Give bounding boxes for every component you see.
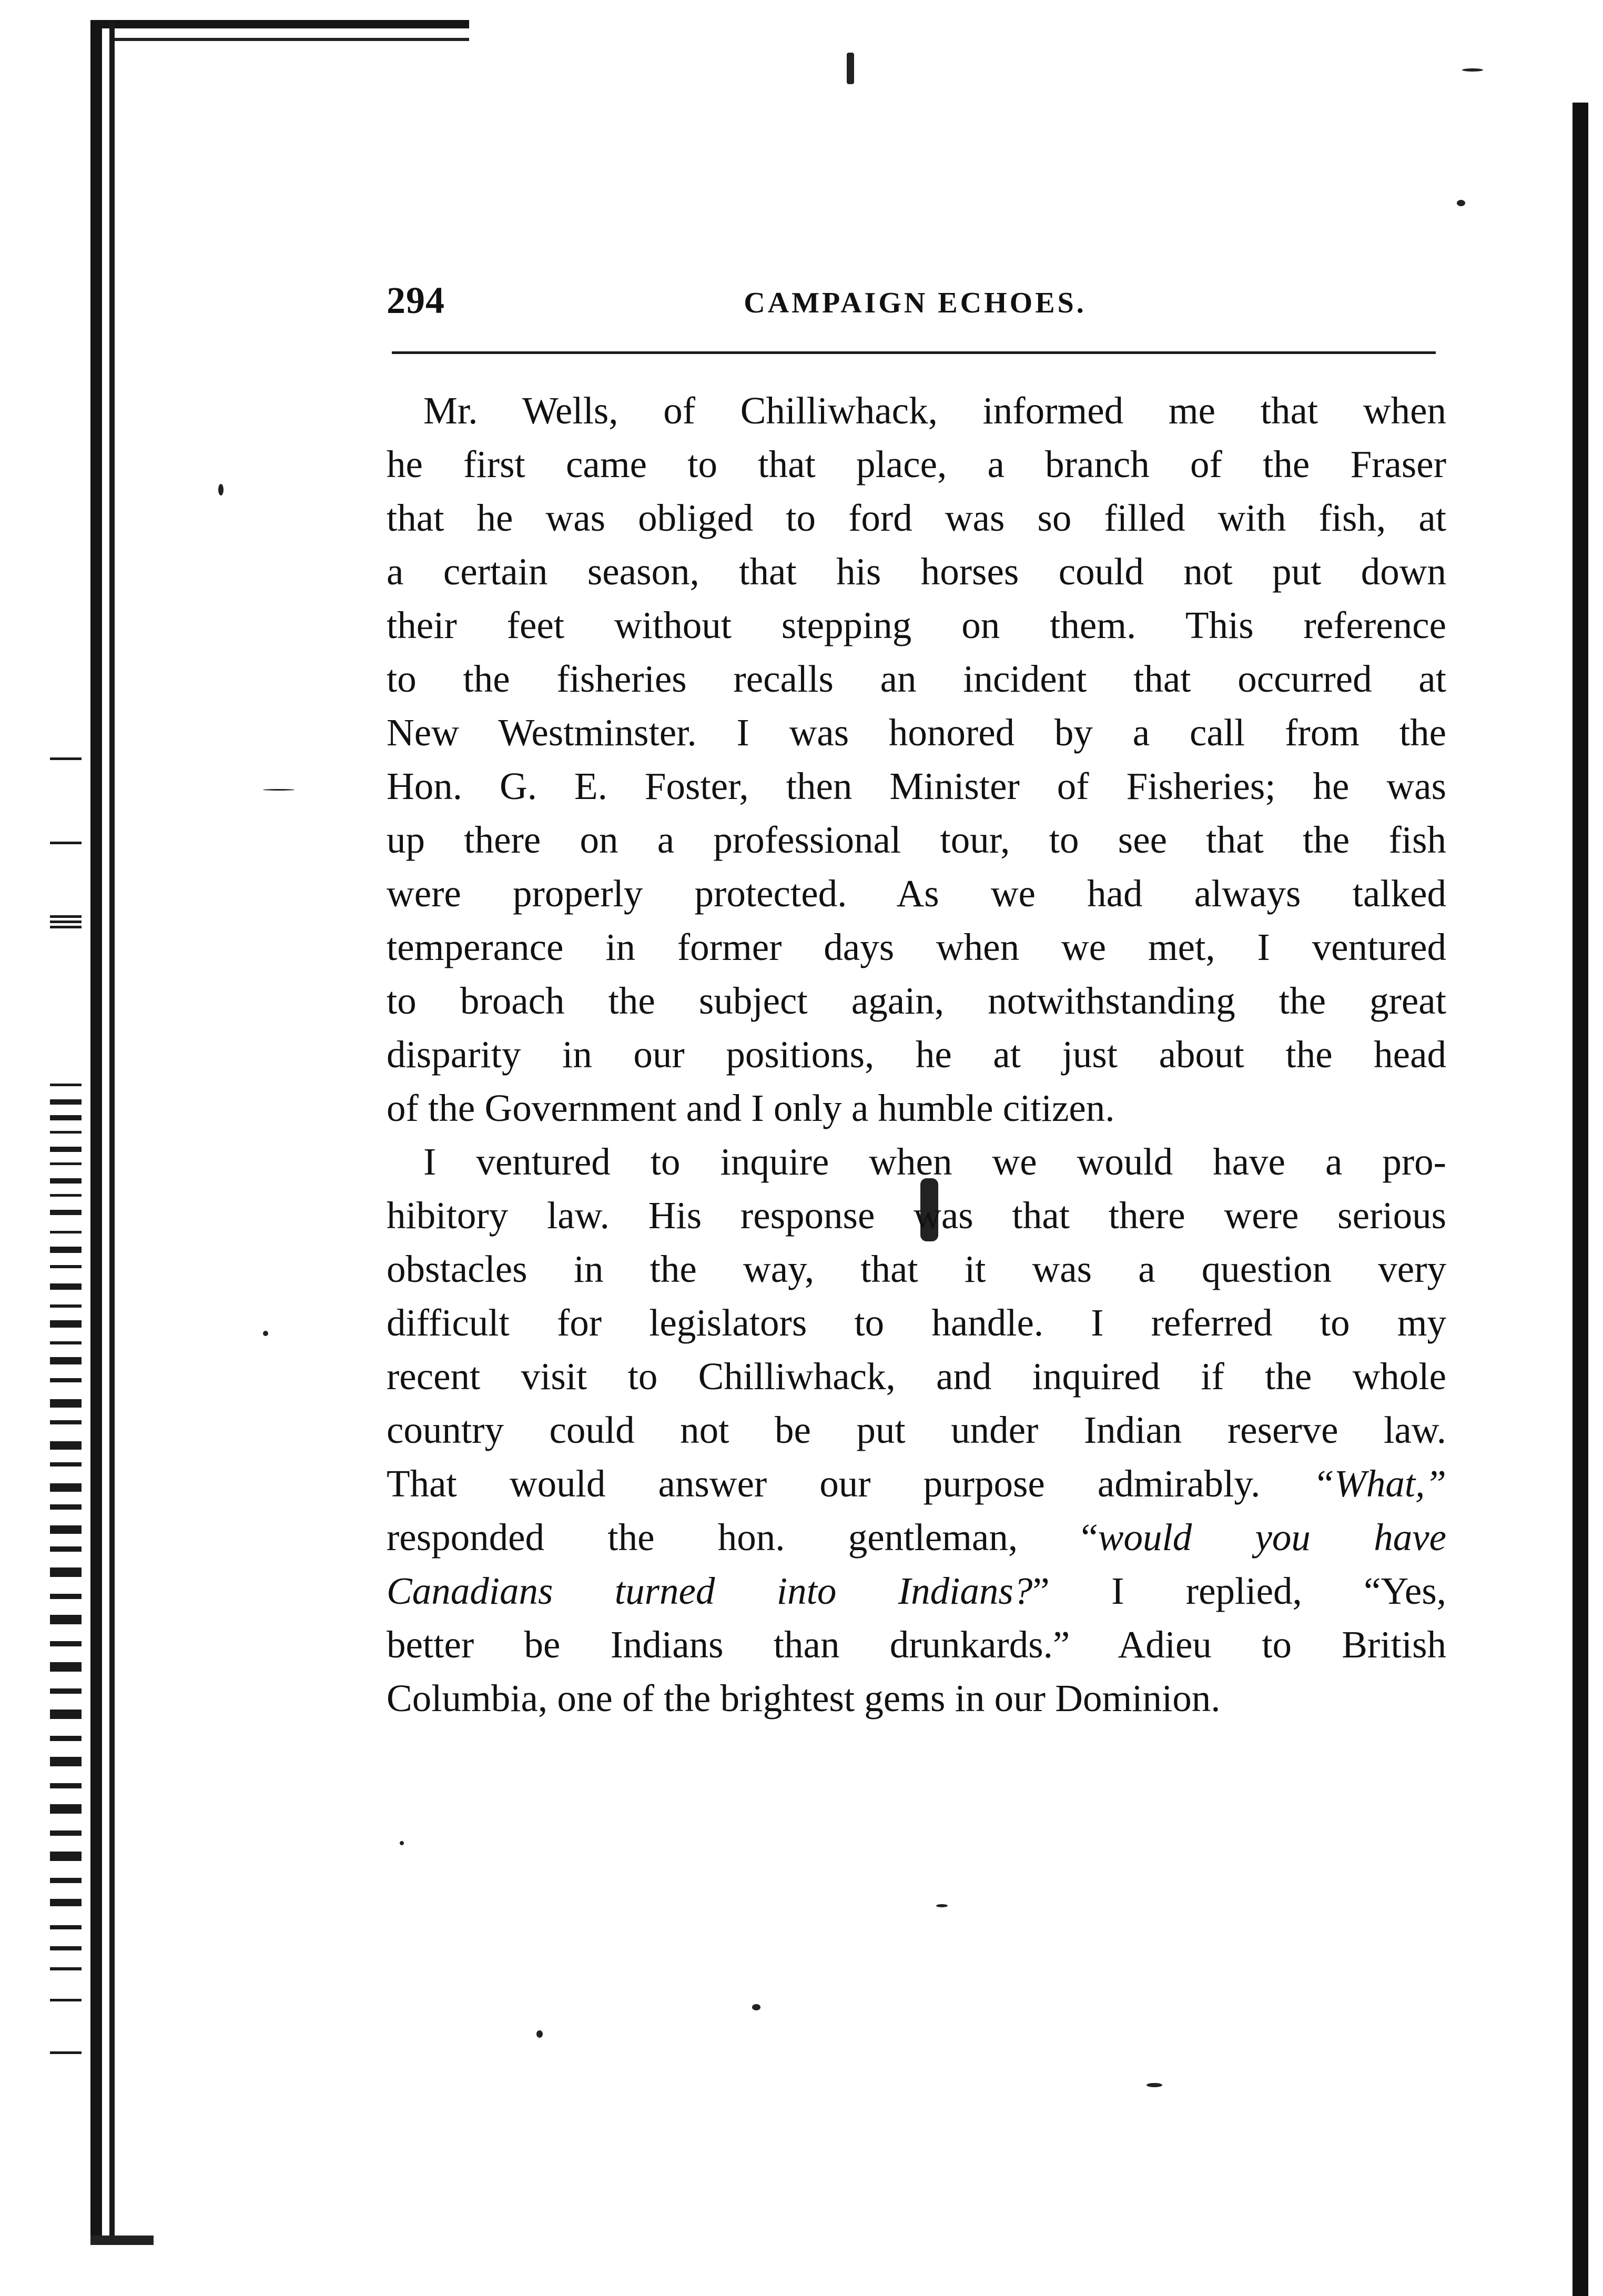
page-header: [387, 279, 1444, 326]
text-line: Columbia, one of the brightest gems in our Dominion.: [387, 1677, 1221, 1720]
text-run: That would answer our purpose admirably.: [387, 1462, 1261, 1505]
italic-quote: Canadians turned into Indians?: [387, 1570, 1033, 1612]
text-line: New Westminster. I was honored by a call from the: [387, 711, 1446, 754]
text-line: up there on a professional tour, to see that the fish: [387, 818, 1446, 861]
scan-speck: [218, 484, 224, 495]
text-line: their feet without stepping on them. This reference: [387, 604, 1446, 646]
text-line: better be Indians than drunkards.” Adieu to British: [387, 1623, 1446, 1666]
scan-speck: [1147, 2083, 1162, 2087]
scan-speck: [752, 2004, 760, 2010]
scan-speck: [1462, 68, 1483, 72]
paragraph-2: [387, 1135, 1446, 1725]
frame-bottom-border: [90, 2236, 154, 2245]
text-line: a certain season, that his horses could not put down: [387, 550, 1446, 593]
text-line: recent visit to Chilliwhack, and inquired if the whole: [387, 1355, 1446, 1398]
running-head: CAMPAIGN ECHOES.: [744, 287, 1087, 319]
text-line: temperance in former days when we met, I ventured: [387, 926, 1446, 968]
text-line: disparity in our positions, he at just about the head: [387, 1033, 1446, 1076]
text-line: country could not be put under Indian reserve law.: [387, 1409, 1446, 1451]
scan-speck: [936, 1904, 948, 1907]
text-line: to the fisheries recalls an incident that occurred at: [387, 658, 1446, 700]
text-line: [387, 1511, 1446, 1564]
scan-speck: [1457, 200, 1465, 206]
page-number: 294: [387, 279, 445, 321]
scan-speck: [536, 2030, 543, 2038]
scan-speck: [263, 789, 295, 791]
text-line: I ventured to inquire when we would have a pro-: [423, 1140, 1446, 1183]
text-line: Mr. Wells, of Chilliwhack, informed me that when: [423, 389, 1446, 432]
text-line: to broach the subject again, notwithstanding the great: [387, 979, 1446, 1022]
frame-top-border: [90, 20, 469, 28]
paragraph-1: [387, 384, 1446, 1135]
header-rule: [392, 351, 1436, 354]
text-run: ” I replied, “Yes,: [1032, 1570, 1446, 1612]
italic-quote: would you have: [1098, 1516, 1446, 1559]
text-line: were properly protected. As we had always talked: [387, 872, 1446, 915]
scan-speck: [847, 53, 854, 84]
text-line: he first came to that place, a branch of the Fraser: [387, 443, 1446, 486]
body-text: [387, 384, 1446, 1725]
text-line: of the Government and I only a humble citizen.: [387, 1087, 1115, 1129]
text-line: Hon. G. E. Foster, then Minister of Fisheries; he was: [387, 765, 1446, 807]
scan-speck: [263, 1331, 268, 1336]
text-line: that he was obliged to ford was so filled with fish, at: [387, 497, 1446, 539]
frame-right-border: [1572, 103, 1588, 2296]
frame-left-border: [90, 21, 102, 2243]
frame-top-inner-border: [109, 38, 469, 41]
text-run: responded the hon. gentleman, “: [387, 1516, 1098, 1559]
italic-quote: “What,”: [1313, 1462, 1446, 1505]
text-line: difficult for legislators to handle. I referred to my: [387, 1301, 1446, 1344]
margin-scan-marks: [50, 757, 87, 2104]
scan-speck: [400, 1841, 404, 1845]
text-line: hibitory law. His response was that there were serious: [387, 1194, 1446, 1237]
text-line: obstacles in the way, that it was a question very: [387, 1248, 1446, 1290]
frame-left-inner-border: [109, 21, 115, 2243]
text-line: [387, 1457, 1446, 1511]
text-line: [387, 1564, 1446, 1618]
